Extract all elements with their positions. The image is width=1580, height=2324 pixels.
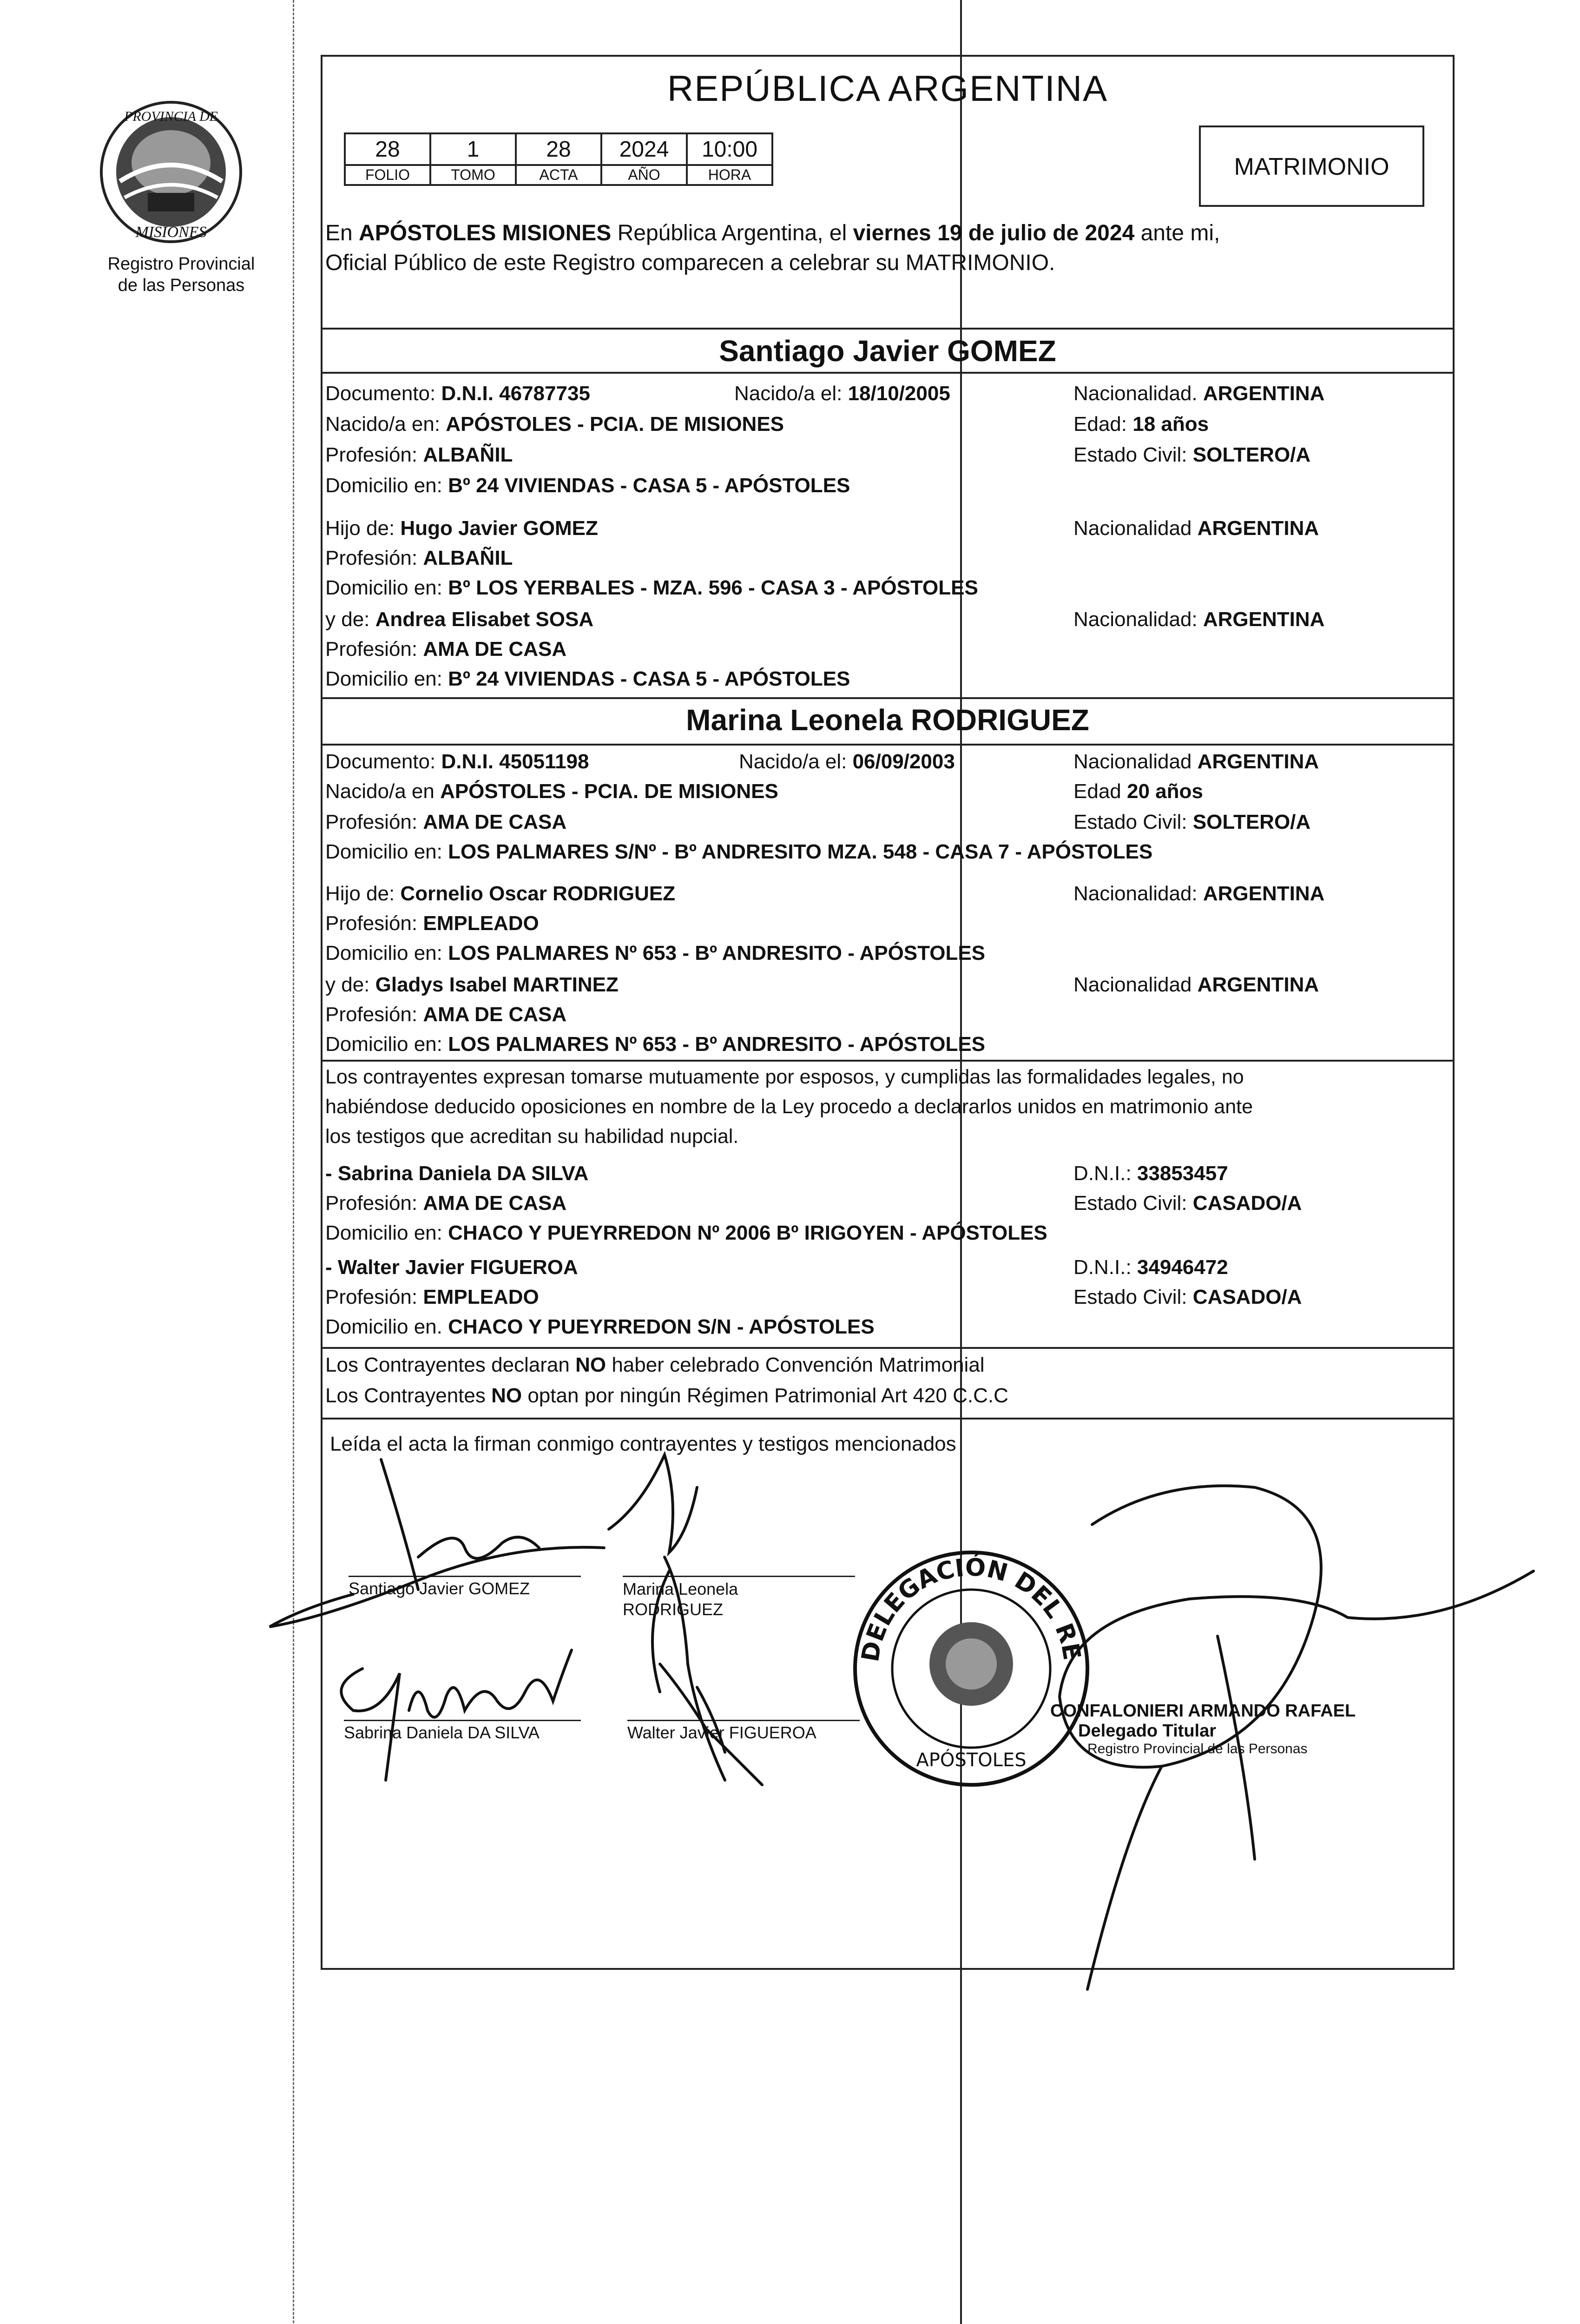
tomo-value: 1 xyxy=(430,133,516,165)
t2-prof-label: Profesión: xyxy=(325,1286,423,1308)
c1-profesion: ALBAÑIL xyxy=(423,443,513,466)
c1-padre-dom-label: Domicilio en: xyxy=(325,576,448,599)
intro-p2: República Argentina, el xyxy=(611,221,853,245)
sig3-name: Sabrina Daniela DA SILVA xyxy=(344,1723,540,1742)
c2-padre-prof-label: Profesión: xyxy=(325,912,423,935)
c2-padre-dom: LOS PALMARES Nº 653 - Bº ANDRESITO - APÓSTOLES xyxy=(448,942,986,964)
c2-profesion-label: Profesión: xyxy=(325,811,423,833)
t1-estado-label: Estado Civil: xyxy=(1073,1192,1193,1215)
intro-date: viernes 19 de julio de 2024 xyxy=(853,221,1135,245)
c1-documento: D.N.I. 46787735 xyxy=(441,382,590,405)
c1-nacionalidad: ARGENTINA xyxy=(1203,382,1325,405)
t2-prof: EMPLEADO xyxy=(423,1286,539,1308)
c1-domicilio-label: Domicilio en: xyxy=(325,474,448,497)
registry-label-line1: Registro Provincial xyxy=(107,254,255,274)
c2-padre-dom-label: Domicilio en: xyxy=(325,942,448,964)
registry-label-line2: de las Personas xyxy=(118,276,245,295)
contrayente2-name: Marina Leonela RODRIGUEZ xyxy=(686,703,1089,737)
sig2-name-l2: RODRIGUEZ xyxy=(623,1600,723,1619)
c1-padre-prof: ALBAÑIL xyxy=(423,547,513,569)
c1-edad: 18 años xyxy=(1132,413,1209,436)
c2-domicilio: LOS PALMARES S/Nº - Bº ANDRESITO MZA. 548 - CASA 7 - APÓSTOLES xyxy=(448,840,1153,863)
decl1-a: Los Contrayentes declaran xyxy=(325,1353,576,1376)
c2-padre-nac: ARGENTINA xyxy=(1203,882,1325,905)
intro-line2: Oficial Público de este Registro comparecen a celebrar su MATRIMONIO. xyxy=(325,251,1055,275)
document-type-box: MATRIMONIO xyxy=(1199,125,1424,207)
decl1-c: haber celebrado Convención Matrimonial xyxy=(606,1353,985,1376)
c1-padre-nac: ARGENTINA xyxy=(1197,517,1319,540)
c1-padre: Hugo Javier GOMEZ xyxy=(400,517,598,540)
c2-madre-nac-label: Nacionalidad xyxy=(1073,973,1198,996)
testigo2-name: - Walter Javier FIGUEROA xyxy=(325,1256,578,1279)
testigo1-name: - Sabrina Daniela DA SILVA xyxy=(325,1162,589,1185)
c2-edad: 20 años xyxy=(1126,780,1203,803)
c2-documento: D.N.I. 45051198 xyxy=(441,750,589,773)
t1-estado: CASADO/A xyxy=(1192,1192,1302,1215)
hora-label: HORA xyxy=(687,165,772,185)
sig2-name-l1: Marina Leonela xyxy=(623,1579,738,1598)
contrayente1-name: Santiago Javier GOMEZ xyxy=(719,334,1056,368)
decl2-a: Los Contrayentes xyxy=(325,1384,492,1407)
c1-madre-label: y de: xyxy=(325,608,375,631)
t2-dom: CHACO Y PUEYRREDON S/N - APÓSTOLES xyxy=(448,1315,875,1338)
decl1-no: NO xyxy=(575,1353,606,1376)
svg-text:APÓSTOLES: APÓSTOLES xyxy=(916,1750,1027,1771)
t2-dni: 34946472 xyxy=(1137,1256,1228,1279)
folio-value: 28 xyxy=(345,133,430,165)
acta-value: 28 xyxy=(516,133,601,165)
folio-label: FOLIO xyxy=(345,165,430,185)
c2-nacido-el: 06/09/2003 xyxy=(852,750,955,773)
c1-padre-label: Hijo de: xyxy=(325,517,401,540)
c1-madre-prof: AMA DE CASA xyxy=(423,638,567,660)
c1-estado: SOLTERO/A xyxy=(1192,443,1311,466)
official-block xyxy=(1050,1701,1356,1757)
official-name: CONFALONIERI ARMANDO RAFAEL xyxy=(1050,1701,1356,1721)
t1-dom: CHACO Y PUEYRREDON Nº 2006 Bº IRIGOYEN - APÓSTOLES xyxy=(448,1221,1047,1244)
anio-label: AÑO xyxy=(601,165,687,185)
svg-text:MISIONES: MISIONES xyxy=(135,224,207,241)
c2-nacido-en-label: Nacido/a en xyxy=(325,780,441,803)
t1-dni-label: D.N.I.: xyxy=(1073,1162,1137,1185)
t1-dni: 33853457 xyxy=(1137,1162,1228,1185)
c1-madre-dom-label: Domicilio en: xyxy=(325,667,448,690)
c2-madre-prof-label: Profesión: xyxy=(325,1003,423,1026)
c1-nacido-el: 18/10/2005 xyxy=(848,382,950,405)
c2-madre: Gladys Isabel MARTINEZ xyxy=(375,973,619,996)
c1-nacido-en-label: Nacido/a en: xyxy=(325,413,446,436)
testigos-intro-3: los testigos que acreditan su habilidad nupcial. xyxy=(325,1125,739,1148)
c2-madre-label: y de: xyxy=(325,973,375,996)
c2-nacionalidad: ARGENTINA xyxy=(1197,750,1319,773)
c2-edad-label: Edad xyxy=(1073,780,1127,803)
c2-estado-label: Estado Civil: xyxy=(1073,811,1193,833)
decl2-no: NO xyxy=(491,1384,522,1407)
c1-padre-prof-label: Profesión: xyxy=(325,547,423,569)
c1-estado-label: Estado Civil: xyxy=(1073,443,1193,466)
c2-madre-dom-label: Domicilio en: xyxy=(325,1033,448,1056)
c2-padre-label: Hijo de: xyxy=(325,882,401,905)
c1-madre: Andrea Elisabet SOSA xyxy=(375,608,594,631)
c1-profesion-label: Profesión: xyxy=(325,443,423,466)
c2-nacido-en: APÓSTOLES - PCIA. DE MISIONES xyxy=(440,780,778,803)
testigos-intro-1: Los contrayentes expresan tomarse mutuamente por esposos, y cumplidas las formalidades legales, no xyxy=(325,1066,1244,1088)
t2-dom-label: Domicilio en. xyxy=(325,1315,448,1338)
c1-madre-nac: ARGENTINA xyxy=(1203,608,1325,631)
c1-nacionalidad-label: Nacionalidad. xyxy=(1073,382,1203,405)
page-title: REPÚBLICA ARGENTINA xyxy=(667,68,1108,109)
t2-estado: CASADO/A xyxy=(1192,1286,1302,1308)
c2-domicilio-label: Domicilio en: xyxy=(325,840,448,863)
c1-nacido-en: APÓSTOLES - PCIA. DE MISIONES xyxy=(446,413,784,436)
c1-madre-prof-label: Profesión: xyxy=(325,638,423,660)
official-registry: Registro Provincial de las Personas xyxy=(1087,1741,1308,1756)
c2-padre: Cornelio Oscar RODRIGUEZ xyxy=(400,882,676,905)
t2-dni-label: D.N.I.: xyxy=(1073,1256,1137,1279)
signature-sabrina xyxy=(341,1650,572,1780)
t1-prof: AMA DE CASA xyxy=(423,1192,567,1215)
signature-walter xyxy=(660,1664,762,1785)
svg-text:PROVINCIA DE: PROVINCIA DE xyxy=(124,109,218,124)
c1-nacido-el-label: Nacido/a el: xyxy=(734,382,848,405)
c1-padre-nac-label: Nacionalidad xyxy=(1073,517,1198,540)
c2-documento-label: Documento: xyxy=(325,750,441,773)
t1-dom-label: Domicilio en: xyxy=(325,1221,448,1244)
c2-madre-dom: LOS PALMARES Nº 653 - Bº ANDRESITO - APÓSTOLES xyxy=(448,1033,986,1056)
c2-madre-prof: AMA DE CASA xyxy=(423,1003,567,1026)
c1-documento-label: Documento: xyxy=(325,382,441,405)
hora-value: 10:00 xyxy=(687,133,772,165)
intro-place: APÓSTOLES MISIONES xyxy=(359,221,612,245)
c2-padre-nac-label: Nacionalidad: xyxy=(1073,882,1203,905)
c2-nacionalidad-label: Nacionalidad xyxy=(1073,750,1198,773)
intro-p1: En xyxy=(325,221,359,245)
anio-value: 2024 xyxy=(601,133,687,165)
c1-padre-dom: Bº LOS YERBALES - MZA. 596 - CASA 3 - APÓSTOLES xyxy=(448,576,978,599)
official-title: Delegado Titular xyxy=(1078,1721,1217,1741)
c1-domicilio: Bº 24 VIVIENDAS - CASA 5 - APÓSTOLES xyxy=(448,474,850,497)
c2-estado: SOLTERO/A xyxy=(1192,811,1311,833)
c1-edad-label: Edad: xyxy=(1073,413,1133,436)
svg-text:DELEGACIÓN DEL REGISTRO DE LAS: DELEGACIÓN DEL RE xyxy=(856,1553,1086,1664)
sig1-name: Santiago Javier GOMEZ xyxy=(349,1579,530,1598)
tomo-label: TOMO xyxy=(430,165,516,185)
c2-nacido-el-label: Nacido/a el: xyxy=(739,750,853,773)
c2-madre-nac: ARGENTINA xyxy=(1197,973,1319,996)
acta-label: ACTA xyxy=(516,165,601,185)
sig4-name: Walter Javier FIGUEROA xyxy=(627,1723,816,1742)
c2-padre-prof: EMPLEADO xyxy=(423,912,539,935)
c1-madre-dom: Bº 24 VIVIENDAS - CASA 5 - APÓSTOLES xyxy=(448,667,850,690)
c2-profesion: AMA DE CASA xyxy=(423,811,567,833)
c1-madre-nac-label: Nacionalidad: xyxy=(1073,608,1203,631)
t1-prof-label: Profesión: xyxy=(325,1192,423,1215)
decl2-c: optan por ningún Régimen Patrimonial Art 420 C.C.C xyxy=(522,1384,1008,1407)
t2-estado-label: Estado Civil: xyxy=(1073,1286,1193,1308)
intro-p3: ante mi, xyxy=(1134,221,1220,245)
signature-santiago xyxy=(270,1459,604,1627)
testigos-intro-2: habiéndose deducido oposiciones en nombre de la Ley procedo a declararlos unidos en matrimonio ante xyxy=(325,1096,1253,1118)
leida-text: Leída el acta la firman conmigo contrayentes y testigos mencionados xyxy=(330,1433,956,1455)
